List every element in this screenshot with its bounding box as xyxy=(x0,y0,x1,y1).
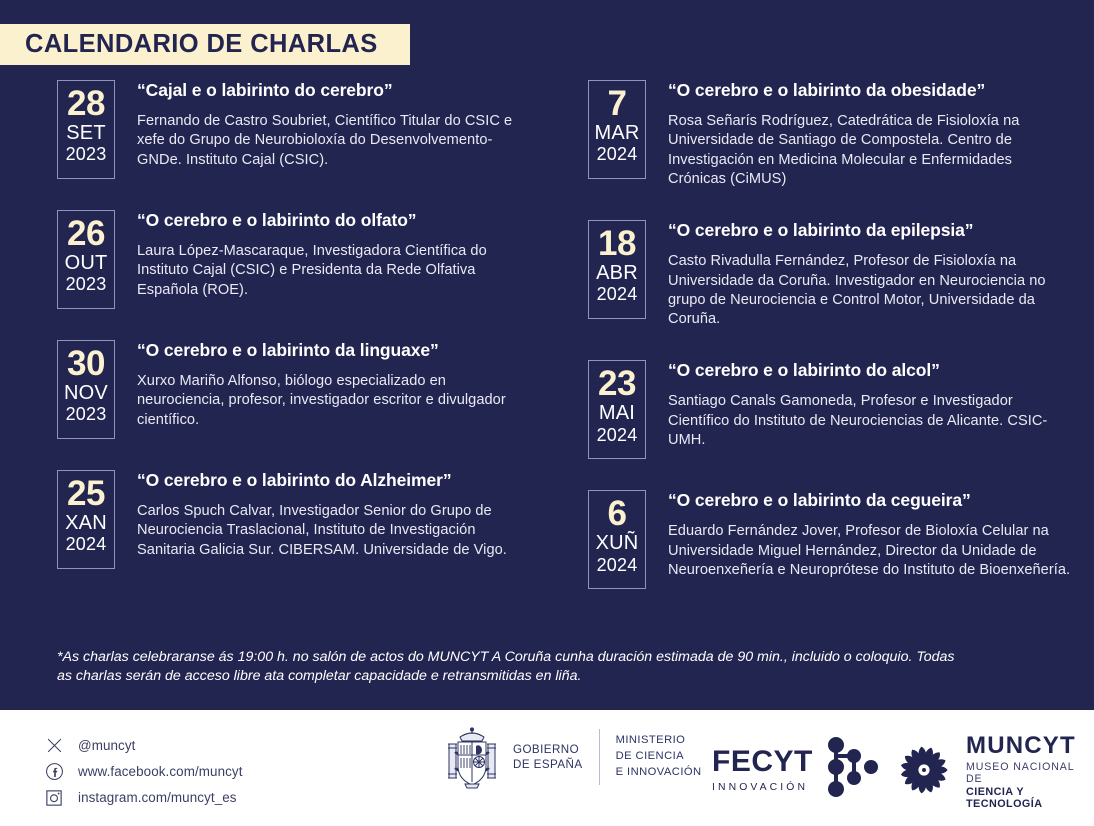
facebook-icon xyxy=(44,762,64,782)
talk-entry xyxy=(57,80,527,179)
talk-body xyxy=(115,210,527,300)
muncyt-logo xyxy=(893,734,1094,811)
spain-coat-of-arms-icon xyxy=(441,724,503,790)
date-box xyxy=(57,210,115,309)
fecyt-tagline: INNOVACIÓN xyxy=(712,781,809,793)
date-year: 2023 xyxy=(65,404,107,425)
date-month: OUT xyxy=(64,251,108,274)
talk-entry xyxy=(588,360,1073,459)
talk-title: “O cerebro e o labirinto da cegueira” xyxy=(668,490,971,511)
ministerio-line2: DE CIENCIA xyxy=(615,750,685,763)
date-month: XAN xyxy=(65,511,107,534)
date-month: MAR xyxy=(594,121,640,144)
x-twitter-icon xyxy=(44,736,64,756)
talk-body xyxy=(646,220,1073,329)
social-link-facebook[interactable] xyxy=(44,759,243,784)
social-label: instagram.com/muncyt_es xyxy=(78,790,237,805)
talk-title: “Cajal e o labirinto do cerebro” xyxy=(137,80,393,100)
date-box xyxy=(588,490,646,589)
date-box xyxy=(57,340,115,439)
date-month: SET xyxy=(66,121,106,144)
social-label: www.facebook.com/muncyt xyxy=(78,764,243,779)
date-box xyxy=(57,80,115,179)
date-day: 25 xyxy=(67,474,105,513)
date-month: XUÑ xyxy=(595,532,639,555)
fecyt-name: FECYT xyxy=(712,744,813,778)
date-year: 2024 xyxy=(596,284,638,305)
gobierno-de-espana-logo xyxy=(441,724,702,790)
date-day: 28 xyxy=(67,84,105,123)
date-day: 23 xyxy=(598,364,636,404)
talk-body xyxy=(115,470,527,560)
date-year: 2023 xyxy=(65,144,107,165)
muncyt-line2: MUSEO NACIONAL DE xyxy=(966,761,1075,785)
date-month: NOV xyxy=(64,381,108,404)
talk-speaker: Santiago Canals Gamoneda, Profesor e Investigador Científico do Instituto de Neurociencias de Alicante. CSIC-UMH. xyxy=(668,393,1048,448)
date-day: 30 xyxy=(67,344,105,383)
talk-body xyxy=(646,360,1073,450)
date-year: 2024 xyxy=(65,534,107,555)
talk-entry xyxy=(57,210,527,309)
talk-title: “O cerebro e o labirinto do Alzheimer” xyxy=(137,470,452,490)
muncyt-wordmark xyxy=(966,734,1094,811)
gobierno-line1: GOBIERNO xyxy=(513,742,580,756)
talk-speaker: Casto Rivadulla Fernández, Profesor de Fisioloxía na Universidade da Coruña. Investigador en Neurociencia no grupo de Neurociencia e Control Motor, Universidade da Coruña. xyxy=(668,253,1046,327)
talk-body xyxy=(646,490,1073,580)
talk-title: “O cerebro e o labirinto da obesidade” xyxy=(668,80,986,100)
talk-body xyxy=(115,340,527,430)
date-box xyxy=(588,360,646,459)
gobierno-line2: DE ESPAÑA xyxy=(513,758,583,771)
muncyt-line3: CIENCIA Y TECNOLOGÍA xyxy=(966,786,1043,811)
talk-title: “O cerebro e o labirinto da linguaxe” xyxy=(137,340,439,360)
talk-entry xyxy=(57,340,527,439)
page-title: CALENDARIO DE CHARLAS xyxy=(25,29,378,58)
ministerio-line3: E INNOVACIÓN xyxy=(615,765,702,778)
date-year: 2023 xyxy=(65,274,107,295)
date-month: MAI xyxy=(598,402,636,425)
date-year: 2024 xyxy=(596,424,638,445)
logo-divider xyxy=(599,729,600,785)
talks-column-left xyxy=(57,80,527,569)
social-links xyxy=(44,733,243,811)
date-day: 6 xyxy=(607,494,627,534)
muncyt-spiral-icon xyxy=(893,739,955,806)
talk-body xyxy=(646,80,1073,189)
talk-title: “O cerebro e o labirinto da epilepsia” xyxy=(668,220,974,241)
date-box xyxy=(588,80,646,179)
date-year: 2024 xyxy=(596,554,638,575)
ministerio-line1: MINISTERIO xyxy=(615,734,686,747)
date-day: 18 xyxy=(598,224,636,264)
date-year: 2024 xyxy=(596,144,638,165)
date-day: 7 xyxy=(607,84,627,123)
date-box xyxy=(588,220,646,319)
talk-entry xyxy=(588,220,1073,329)
talk-speaker: Rosa Señarís Rodríguez, Catedrática de Fisioloxía na Universidade de Santiago de Compostela. Centro de Investigación en Medicina Molecular e Enfermidades Crónicas (CiMUS) xyxy=(668,113,1020,187)
instagram-icon xyxy=(44,788,64,808)
date-day: 26 xyxy=(67,214,105,253)
talk-body xyxy=(115,80,527,170)
talk-entry xyxy=(588,80,1073,189)
talk-speaker: Fernando de Castro Soubriet, Científico Titular do CSIC e xefe do Grupo de Neurobioloxía do Desenvolvemento-GNDe. Instituto Cajal (CSIC). xyxy=(137,113,513,168)
fecyt-wordmark xyxy=(712,744,813,793)
title-banner xyxy=(0,24,410,65)
muncyt-name: MUNCYT xyxy=(966,732,1076,759)
talk-speaker: Carlos Spuch Calvar, Investigador Senior do Grupo de Neurociencia Traslacional, Instituto de Investigación Sanitaria Galicia Sur. CIBERSAM. Universidade de Vigo. xyxy=(137,503,507,558)
talks-column-right xyxy=(588,80,1073,589)
ministerio-text xyxy=(616,733,702,781)
date-box xyxy=(57,470,115,569)
footnote: *As charlas celebraranse ás 19:00 h. no salón de actos do MUNCYT A Coruña cunha duración estimada de 90 min., incluido o coloquio. Todas as charlas serán de acceso libre ata completar capacidade e retransmitidas en liña. xyxy=(57,649,955,685)
fecyt-molecule-icon xyxy=(819,736,879,803)
gobierno-text xyxy=(513,742,583,772)
talk-title: “O cerebro e o labirinto do alcol” xyxy=(668,360,940,381)
social-link-x[interactable] xyxy=(44,733,243,758)
talk-speaker: Eduardo Fernández Jover, Profesor de Bioloxía Celular na Universidade Miguel Hernández, Director da Unidade de Neuroenxeñería e Neuroprótese do Instituto de Bioenxeñería. xyxy=(668,523,1071,578)
talk-entry xyxy=(588,490,1073,589)
talk-entry xyxy=(57,470,527,569)
social-link-instagram[interactable] xyxy=(44,785,243,810)
footer xyxy=(0,710,1094,826)
talk-speaker: Xurxo Mariño Alfonso, biólogo especializado en neurociencia, profesor, investigador escritor e divulgador científico. xyxy=(137,373,506,428)
talk-speaker: Laura López-Mascaraque, Investigadora Científica do Instituto Cajal (CSIC) e Presidenta da Rede Olfativa Española (ROE). xyxy=(137,243,487,298)
talk-title: “O cerebro e o labirinto do olfato” xyxy=(137,210,417,230)
fecyt-logo xyxy=(712,736,879,803)
social-label: @muncyt xyxy=(78,738,136,753)
date-month: ABR xyxy=(596,262,638,285)
